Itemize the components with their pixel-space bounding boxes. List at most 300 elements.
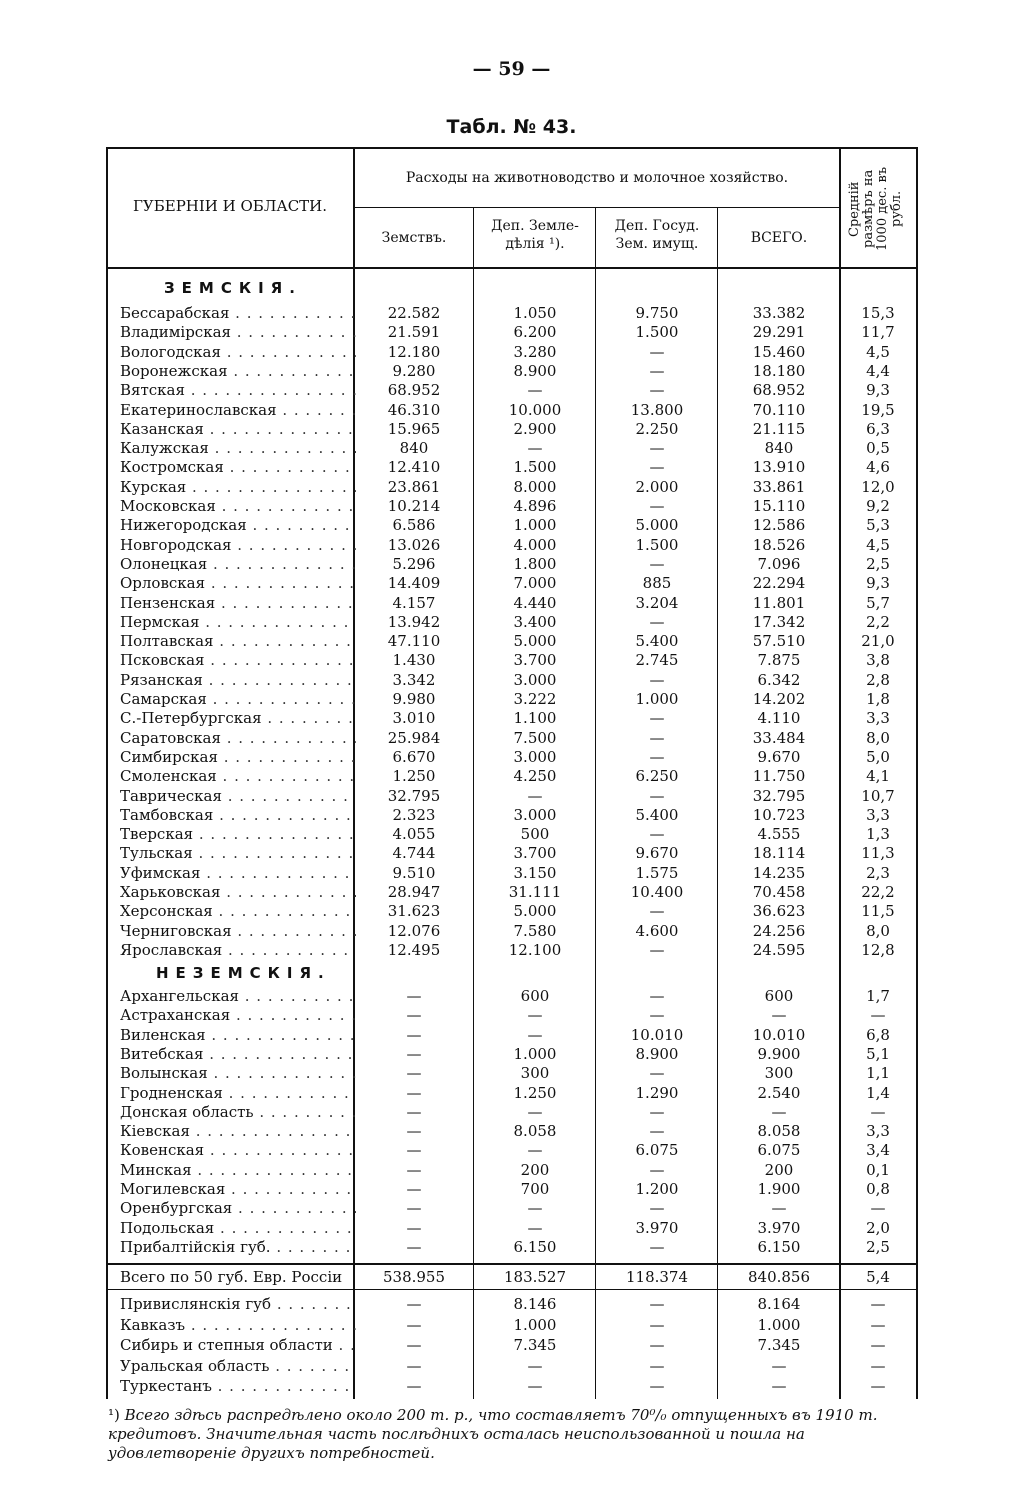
value-zemstv: 31.623	[387, 902, 441, 921]
value-dep-gos: —	[649, 612, 665, 631]
value-dep-zem: 1.100	[513, 709, 557, 728]
value-avg: 2,2	[866, 612, 890, 631]
value-total: 7.875	[757, 651, 801, 670]
value-dep-gos: —	[649, 1064, 665, 1083]
region-name: Привислянскія губ . . .	[120, 1295, 356, 1314]
value-dep-zem: 1.050	[513, 304, 557, 322]
value-avg: 12,8	[861, 940, 895, 959]
value-dep-zem: 3.400	[513, 612, 557, 631]
table-row	[106, 651, 918, 670]
value-dep-zem: —	[527, 1199, 543, 1218]
value-dep-gos: —	[649, 1315, 665, 1334]
value-total: 7.345	[757, 1336, 801, 1354]
region-name: Смоленская . . .	[120, 767, 356, 786]
value-dep-gos: —	[649, 1377, 665, 1395]
value-dep-zem: 3.700	[513, 844, 557, 863]
region-name: Херсонская . . .	[120, 902, 356, 921]
region-name: Сибирь и степныя области . . .	[120, 1336, 356, 1355]
region-name: Кіевская . . .	[120, 1122, 356, 1141]
value-avg: —	[870, 1377, 886, 1395]
region-name: Туркестанъ . . .	[120, 1377, 356, 1396]
value-dep-gos: 5.000	[635, 516, 679, 535]
value-avg: 15,3	[861, 304, 895, 322]
table-row	[106, 1064, 918, 1083]
value-avg: 0,8	[866, 1180, 890, 1198]
value-dep-gos: 2.250	[635, 419, 679, 438]
table-row	[106, 1357, 918, 1376]
value-avg: 1,7	[866, 987, 890, 1005]
value-zemstv: 3.342	[392, 670, 436, 689]
value-dep-zem: 3.222	[513, 690, 557, 708]
region-name: Псковская . . .	[120, 651, 356, 670]
value-total: 2.540	[757, 1083, 801, 1102]
table-row	[106, 1006, 918, 1025]
value-dep-gos: 3.970	[635, 1218, 679, 1237]
value-dep-zem: 3.000	[513, 747, 557, 766]
value-zemstv: 12.495	[387, 940, 441, 959]
value-zemstv: —	[406, 1025, 422, 1044]
value-total: —	[771, 1199, 787, 1218]
table-row	[106, 458, 918, 477]
value-dep-zem: —	[527, 1377, 543, 1395]
table-row	[106, 825, 918, 844]
value-dep-gos: —	[649, 439, 665, 458]
region-name: Пензенская . . .	[120, 594, 356, 613]
value-dep-gos: —	[649, 554, 665, 573]
value-dep-zem: 4.250	[513, 767, 557, 786]
value-dep-gos: 2.000	[635, 477, 679, 496]
value-total: 18.114	[752, 844, 806, 863]
value-zemstv: 22.582	[387, 304, 441, 322]
value-zemstv: 840	[399, 439, 429, 458]
value-dep-gos: —	[649, 1237, 665, 1256]
footnote-text: Всего здѣсь распредѣлено около 200 т. р., что составляетъ 70⁰/₀ отпущенныхъ въ 1910 т. кредитовъ. Значительная часть послѣднихъ осталась неиспользованной и пошла на удовлетвореніе другихъ потребностей.	[108, 1406, 878, 1462]
value-dep-zem: 8.000	[513, 477, 557, 496]
region-name: С.-Петербургская . . .	[120, 709, 356, 728]
value-total: 29.291	[752, 323, 806, 342]
region-name: Астраханская . . .	[120, 1006, 356, 1025]
value-zemstv: —	[406, 1315, 422, 1334]
table-row	[106, 709, 918, 728]
header-avg: Средній размѣръ на 1000 дес. въ рубл.	[847, 166, 904, 252]
value-avg: 9,3	[866, 381, 890, 400]
value-total: —	[771, 1102, 787, 1121]
table-row	[106, 401, 918, 420]
total-row	[106, 1268, 918, 1287]
value-dep-gos: —	[649, 1102, 665, 1121]
table-row	[106, 381, 918, 400]
value-total: 32.795	[752, 786, 806, 805]
header-region: ГУБЕРНІИ И ОБЛАСТИ.	[132, 197, 328, 215]
value-total: 18.180	[752, 361, 806, 380]
value-dep-zem: 4.896	[513, 497, 557, 515]
value-avg: 8,0	[866, 921, 890, 940]
region-name: Ковенская . . .	[120, 1141, 356, 1160]
value-dep-gos: 1.000	[635, 690, 679, 708]
value-avg: 2,0	[866, 1218, 890, 1237]
value-dep-gos: 1.500	[635, 535, 679, 554]
value-avg: —	[870, 1336, 886, 1354]
region-name: Донская область . . .	[120, 1103, 356, 1122]
value-dep-zem: 8.146	[513, 1295, 557, 1313]
value-dep-zem: 12.100	[508, 940, 562, 959]
value-dep-gos: 1.200	[635, 1180, 679, 1198]
table-row	[106, 1238, 918, 1257]
value-dep-zem: 7.000	[513, 574, 557, 593]
value-avg: 2,5	[866, 554, 890, 573]
footnote-mark: ¹)	[108, 1406, 120, 1424]
value-dep-zem: 5.000	[513, 632, 557, 651]
region-name: Уральская область . . .	[120, 1357, 356, 1376]
value-dep-zem: 6.200	[513, 323, 557, 342]
value-dep-gos: —	[649, 1336, 665, 1354]
region-name: Витебская . . .	[120, 1045, 356, 1064]
value-total: 15.110	[752, 497, 806, 515]
value-zemstv: —	[406, 1218, 422, 1237]
value-zemstv: —	[406, 987, 422, 1005]
value-avg: 22,2	[861, 883, 895, 901]
value-dep-zem: —	[527, 1356, 543, 1375]
value-zemstv: 4.744	[392, 844, 436, 863]
value-zemstv: 25.984	[387, 728, 441, 747]
region-name: Костромская . . .	[120, 458, 356, 477]
total-zemstv: 538.955	[382, 1268, 446, 1286]
value-dep-zem: 3.150	[513, 863, 557, 882]
region-name: Бессарабская . . .	[120, 304, 356, 323]
value-dep-zem: 6.150	[513, 1237, 557, 1256]
value-total: 70.458	[752, 883, 806, 901]
value-total: 70.110	[752, 400, 806, 419]
value-total: 57.510	[752, 632, 806, 651]
table-row	[106, 420, 918, 439]
value-dep-zem: 3.000	[513, 670, 557, 689]
value-dep-zem: 5.000	[513, 902, 557, 921]
value-zemstv: 47.110	[387, 632, 441, 651]
region-name: Черниговская . . .	[120, 922, 356, 941]
value-zemstv: 10.214	[387, 497, 441, 515]
value-dep-zem: 200	[520, 1160, 550, 1179]
table-row	[106, 883, 918, 902]
region-name: Новгородская . . .	[120, 536, 356, 555]
value-total: —	[771, 1377, 787, 1395]
value-total: 840	[764, 439, 794, 458]
value-dep-zem: —	[527, 786, 543, 805]
region-name: Олонецкая . . .	[120, 555, 356, 574]
value-dep-gos: —	[649, 342, 665, 361]
value-total: 18.526	[752, 535, 806, 554]
value-total: 300	[764, 1064, 794, 1083]
value-zemstv: —	[406, 1083, 422, 1102]
value-avg: —	[870, 1315, 886, 1334]
value-dep-zem: —	[527, 1006, 543, 1025]
value-total: 200	[764, 1160, 794, 1179]
value-zemstv: 1.250	[392, 767, 436, 786]
table-row	[106, 864, 918, 883]
header-dep-zem: Деп. Земле-дѣлія ¹).	[491, 218, 579, 252]
table-row	[106, 1122, 918, 1141]
value-avg: 8,0	[866, 728, 890, 747]
value-zemstv: —	[406, 1141, 422, 1160]
table-row	[106, 304, 918, 323]
table-row	[106, 987, 918, 1006]
value-avg: 19,5	[861, 400, 895, 419]
region-name: Харьковская . . .	[120, 883, 356, 902]
value-avg: 5,0	[866, 747, 890, 766]
value-dep-zem: 4.000	[513, 535, 557, 554]
value-dep-zem: 300	[520, 1064, 550, 1083]
value-avg: 1,3	[866, 825, 890, 844]
table-row	[106, 478, 918, 497]
table-row	[106, 1295, 918, 1314]
value-dep-gos: —	[649, 381, 665, 400]
value-dep-gos: —	[649, 670, 665, 689]
value-dep-gos: 10.400	[630, 883, 684, 901]
value-dep-gos: —	[649, 1295, 665, 1313]
value-total: 6.150	[757, 1237, 801, 1256]
value-avg: —	[870, 1199, 886, 1218]
region-name: Полтавская . . .	[120, 632, 356, 651]
value-zemstv: 12.180	[387, 342, 441, 361]
value-total: 12.586	[752, 516, 806, 535]
value-zemstv: 12.410	[387, 458, 441, 477]
table-row	[106, 1161, 918, 1180]
table-row	[106, 748, 918, 767]
region-name: Орловская . . .	[120, 574, 356, 593]
value-dep-gos: 6.250	[635, 767, 679, 786]
value-avg: 4,5	[866, 342, 890, 361]
total-dep-gos: 118.374	[625, 1268, 689, 1286]
value-zemstv: —	[406, 1122, 422, 1141]
value-avg: 1,8	[866, 690, 890, 708]
value-total: 68.952	[752, 381, 806, 400]
value-total: 9.670	[757, 747, 801, 766]
value-total: 14.202	[752, 690, 806, 708]
value-total: 6.075	[757, 1141, 801, 1160]
value-dep-zem: —	[527, 1141, 543, 1160]
value-total: 24.595	[752, 940, 806, 959]
value-avg: 2,3	[866, 863, 890, 882]
value-dep-gos: —	[649, 497, 665, 515]
value-zemstv: 4.055	[392, 825, 436, 844]
value-dep-zem: 8.900	[513, 361, 557, 380]
value-avg: 11,7	[861, 323, 895, 342]
total-total: 840.856	[747, 1268, 811, 1286]
value-zemstv: —	[406, 1336, 422, 1354]
table-row	[106, 1141, 918, 1160]
region-name: Рязанская . . .	[120, 671, 356, 690]
value-dep-zem: 7.500	[513, 728, 557, 747]
value-total: 3.970	[757, 1218, 801, 1237]
region-name: Вологодская . . .	[120, 343, 356, 362]
value-zemstv: 13.026	[387, 535, 441, 554]
value-total: 24.256	[752, 921, 806, 940]
value-zemstv: 6.670	[392, 747, 436, 766]
table-row	[106, 1199, 918, 1218]
value-zemstv: —	[406, 1044, 422, 1063]
value-avg: 3,3	[866, 805, 890, 824]
table-title: Табл. № 43.	[446, 116, 577, 138]
value-dep-gos: —	[649, 825, 665, 844]
value-dep-gos: 1.575	[635, 863, 679, 882]
region-name: Екатеринославская . . .	[120, 401, 356, 420]
region-name: Московская . . .	[120, 497, 356, 516]
value-avg: 5,7	[866, 593, 890, 612]
value-dep-zem: 1.800	[513, 554, 557, 573]
table-row	[106, 1045, 918, 1064]
value-total: 22.294	[752, 574, 806, 593]
table-row	[106, 323, 918, 342]
value-total: 33.861	[752, 477, 806, 496]
value-avg: 3,8	[866, 651, 890, 670]
table-row	[106, 767, 918, 786]
value-avg: 2,8	[866, 670, 890, 689]
value-zemstv: 4.157	[392, 593, 436, 612]
value-avg: 4,5	[866, 535, 890, 554]
value-dep-zem: 31.111	[508, 883, 562, 901]
value-dep-gos: —	[649, 1122, 665, 1141]
value-avg: 12,0	[861, 477, 895, 496]
table-row	[106, 1084, 918, 1103]
value-zemstv: —	[406, 1199, 422, 1218]
value-zemstv: 21.591	[387, 323, 441, 342]
table-row	[106, 439, 918, 458]
value-avg: —	[870, 1295, 886, 1313]
value-dep-gos: 4.600	[635, 921, 679, 940]
value-dep-zem: 1.000	[513, 1315, 557, 1334]
value-total: 10.010	[752, 1025, 806, 1044]
value-zemstv: 6.586	[392, 516, 436, 535]
table-row	[106, 671, 918, 690]
value-total: 4.555	[757, 825, 801, 844]
value-zemstv: 13.942	[387, 612, 441, 631]
value-zemstv: 14.409	[387, 574, 441, 593]
value-zemstv: 5.296	[392, 554, 436, 573]
value-zemstv: —	[406, 1102, 422, 1121]
value-total: 11.750	[752, 767, 806, 786]
section-zemskie: ЗЕМСКІЯ.	[164, 279, 302, 297]
value-total: 36.623	[752, 902, 806, 921]
value-total: 33.484	[752, 728, 806, 747]
value-dep-zem: 500	[520, 825, 550, 844]
value-avg: 5,3	[866, 516, 890, 535]
value-dep-gos: 3.204	[635, 593, 679, 612]
table-row	[106, 343, 918, 362]
table-row	[106, 902, 918, 921]
value-dep-gos: 5.400	[635, 805, 679, 824]
value-dep-zem: 8.058	[513, 1122, 557, 1141]
table-row	[106, 806, 918, 825]
section-nezemskie: НЕЗЕМСКІЯ.	[156, 964, 331, 982]
header-zemstv: Земствъ.	[381, 230, 447, 246]
value-avg: 0,5	[866, 439, 890, 458]
page-number: — 59 —	[472, 58, 551, 80]
value-total: 1.000	[757, 1315, 801, 1334]
value-dep-zem: —	[527, 1102, 543, 1121]
table-row	[106, 536, 918, 555]
value-avg: 9,2	[866, 497, 890, 515]
table-row	[106, 1336, 918, 1355]
value-dep-gos: —	[649, 1006, 665, 1025]
value-avg: 9,3	[866, 574, 890, 593]
value-dep-gos: 6.075	[635, 1141, 679, 1160]
region-name: Тульская . . .	[120, 844, 356, 863]
table-row	[106, 941, 918, 960]
value-zemstv: —	[406, 1295, 422, 1313]
value-zemstv: 9.280	[392, 361, 436, 380]
value-dep-zem: 1.500	[513, 458, 557, 477]
value-zemstv: —	[406, 1160, 422, 1179]
value-total: 14.235	[752, 863, 806, 882]
table-row	[106, 1377, 918, 1396]
value-dep-gos: —	[649, 361, 665, 380]
value-zemstv: —	[406, 1064, 422, 1083]
value-avg: 4,1	[866, 767, 890, 786]
value-total: —	[771, 1356, 787, 1375]
value-total: 4.110	[757, 709, 801, 728]
region-name: Тамбовская . . .	[120, 806, 356, 825]
header-group: Расходы на животноводство и молочное хозяйство.	[405, 170, 789, 186]
value-dep-zem: 7.580	[513, 921, 557, 940]
total-avg: 5,4	[866, 1268, 890, 1286]
table-row	[106, 787, 918, 806]
value-dep-zem: 3.700	[513, 651, 557, 670]
region-name: Архангельская . . .	[120, 987, 356, 1006]
value-avg: 6,3	[866, 419, 890, 438]
value-dep-gos: 1.500	[635, 323, 679, 342]
table-row	[106, 922, 918, 941]
value-dep-gos: 1.290	[635, 1083, 679, 1102]
value-dep-gos: 10.010	[630, 1025, 684, 1044]
value-zemstv: 1.430	[392, 651, 436, 670]
table-row	[106, 1219, 918, 1238]
value-dep-zem: 1.250	[513, 1083, 557, 1102]
region-name: Уфимская . . .	[120, 864, 356, 883]
value-total: 21.115	[752, 419, 806, 438]
value-avg: 3,3	[866, 1122, 890, 1141]
value-avg: 2,5	[866, 1237, 890, 1256]
region-name: Саратовская . . .	[120, 729, 356, 748]
table-row	[106, 690, 918, 709]
region-name: Прибалтійскія губ. . . .	[120, 1238, 356, 1257]
region-name: Воронежская . . .	[120, 362, 356, 381]
region-name: Могилевская . . .	[120, 1180, 356, 1199]
value-dep-gos: 885	[642, 574, 672, 593]
value-avg: 10,7	[861, 786, 895, 805]
region-name: Калужская . . .	[120, 439, 356, 458]
value-zemstv: —	[406, 1356, 422, 1375]
value-avg: 1,4	[866, 1083, 890, 1102]
value-dep-zem: —	[527, 1218, 543, 1237]
header-dep-gos: Деп. Госуд. Зем. имущ.	[614, 218, 700, 252]
value-avg: 11,3	[861, 844, 895, 863]
region-name: Виленская . . .	[120, 1026, 356, 1045]
table-row	[106, 613, 918, 632]
region-name: Тверская . . .	[120, 825, 356, 844]
value-dep-gos: 2.745	[635, 651, 679, 670]
value-total: 7.096	[757, 554, 801, 573]
value-dep-zem: 1.000	[513, 1044, 557, 1063]
data-table	[106, 147, 918, 1399]
value-dep-gos: —	[649, 1199, 665, 1218]
region-name: Гродненская . . .	[120, 1084, 356, 1103]
value-dep-zem: —	[527, 1025, 543, 1044]
value-avg: —	[870, 1102, 886, 1121]
footnote	[108, 1406, 918, 1463]
region-name: Пермская . . .	[120, 613, 356, 632]
value-avg: 11,5	[861, 902, 895, 921]
value-dep-zem: —	[527, 439, 543, 458]
table-row	[106, 1180, 918, 1199]
